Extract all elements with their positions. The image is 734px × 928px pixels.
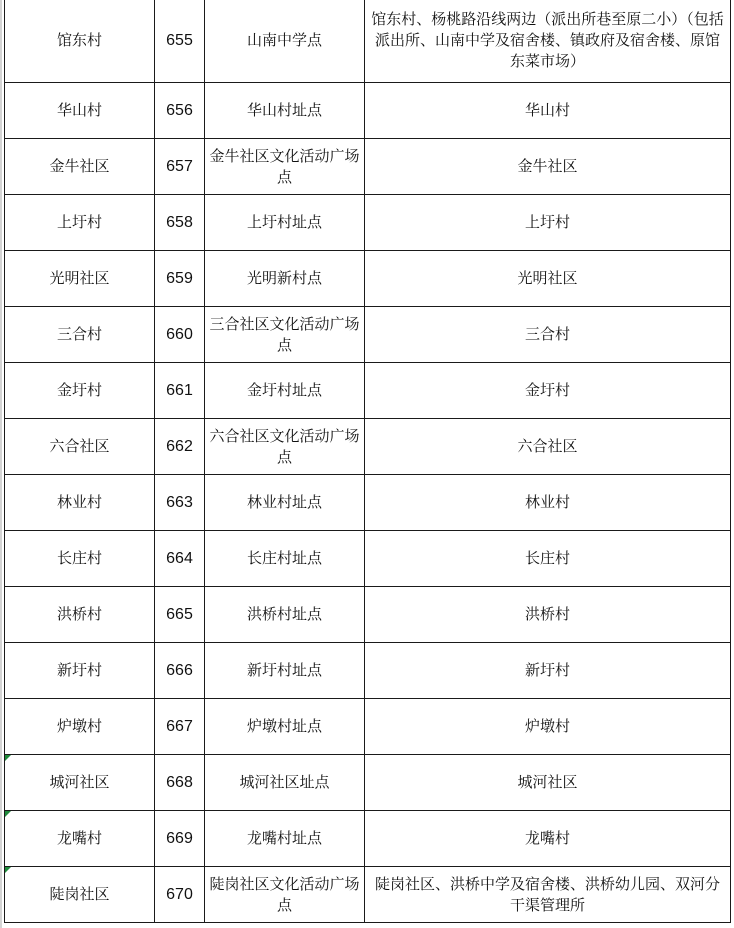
cell-number-text: 664 — [166, 550, 193, 567]
cell-village-text: 金圩村 — [56, 381, 102, 399]
table-row[interactable] — [5, 139, 731, 195]
cell-number-text: 655 — [166, 32, 193, 49]
cell-village-text: 华山村 — [56, 101, 102, 119]
cell-number[interactable] — [155, 643, 205, 699]
cell-village-text: 城河社区 — [49, 773, 110, 791]
cell-number-text: 662 — [166, 438, 193, 455]
cell-number[interactable] — [155, 251, 205, 307]
cell-area-text: 金牛社区 — [517, 157, 578, 175]
cell-polling-site[interactable] — [205, 531, 365, 587]
cell-number-text: 670 — [166, 886, 193, 903]
cell-polling-site-text: 三合社区文化活动广场点 — [209, 314, 360, 354]
cell-number[interactable] — [155, 867, 205, 923]
cell-polling-site[interactable] — [205, 587, 365, 643]
table-row[interactable] — [5, 755, 731, 811]
table-row[interactable] — [5, 811, 731, 867]
cell-village-text: 陡岗社区 — [49, 885, 110, 903]
cell-area[interactable] — [365, 811, 731, 867]
cell-village[interactable] — [5, 0, 155, 83]
cell-polling-site[interactable] — [205, 363, 365, 419]
cell-number[interactable] — [155, 0, 205, 83]
cell-area-text: 长庄村 — [524, 549, 570, 567]
cell-area[interactable] — [365, 83, 731, 139]
cell-area-text: 龙嘴村 — [524, 829, 570, 847]
cell-village-text: 炉墩村 — [56, 717, 102, 735]
cell-number-text: 656 — [166, 102, 193, 119]
cell-number[interactable] — [155, 363, 205, 419]
error-indicator-icon — [5, 755, 11, 761]
cell-area-text: 三合村 — [524, 325, 570, 343]
cell-village[interactable] — [5, 139, 155, 195]
cell-number-text: 665 — [166, 606, 193, 623]
cell-village[interactable] — [5, 307, 155, 363]
cell-polling-site[interactable] — [205, 755, 365, 811]
cell-polling-site[interactable] — [205, 475, 365, 531]
cell-number-text: 657 — [166, 158, 193, 175]
cell-area-text: 陡岗社区、洪桥中学及宿舍楼、洪桥幼儿园、双河分干渠管理所 — [374, 874, 720, 914]
cell-village[interactable] — [5, 195, 155, 251]
cell-number-text: 658 — [166, 214, 193, 231]
cell-polling-site-text: 光明新村点 — [246, 269, 322, 287]
table-row[interactable] — [5, 0, 731, 83]
cell-area[interactable] — [365, 363, 731, 419]
cell-number-text: 666 — [166, 662, 193, 679]
cell-polling-site-text: 龙嘴村址点 — [246, 829, 322, 847]
cell-number-text: 663 — [166, 494, 193, 511]
cell-polling-site-text: 长庄村址点 — [246, 549, 322, 567]
table-row[interactable] — [5, 643, 731, 699]
cell-area[interactable] — [365, 419, 731, 475]
cell-polling-site-text: 山南中学点 — [246, 31, 322, 49]
cell-polling-site[interactable] — [205, 867, 365, 923]
cell-polling-site[interactable] — [205, 643, 365, 699]
cell-polling-site-text: 新圩村址点 — [246, 661, 322, 679]
cell-polling-site-text: 林业村址点 — [246, 493, 322, 511]
cell-village-text: 洪桥村 — [56, 605, 102, 623]
cell-village-text: 龙嘴村 — [56, 829, 102, 847]
table-row[interactable] — [5, 587, 731, 643]
cell-area-text: 上圩村 — [524, 213, 570, 231]
cell-area[interactable] — [365, 755, 731, 811]
cell-village[interactable] — [5, 475, 155, 531]
cell-polling-site[interactable] — [205, 419, 365, 475]
cell-number[interactable] — [155, 811, 205, 867]
cell-village[interactable] — [5, 867, 155, 923]
table-row[interactable] — [5, 475, 731, 531]
cell-village-text: 上圩村 — [56, 213, 102, 231]
cell-number[interactable] — [155, 755, 205, 811]
table-row[interactable] — [5, 419, 731, 475]
cell-area-text: 馆东村、杨桃路沿线两边（派出所巷至原二小）（包括派出所、山南中学及宿舍楼、镇政府及宿舍楼、原馆东菜市场） — [371, 10, 724, 70]
cell-area[interactable] — [365, 0, 731, 83]
polling-site-table — [4, 0, 731, 923]
cell-village[interactable] — [5, 811, 155, 867]
table-row[interactable] — [5, 251, 731, 307]
cell-polling-site[interactable] — [205, 251, 365, 307]
cell-area-text: 光明社区 — [517, 269, 578, 287]
cell-area[interactable] — [365, 251, 731, 307]
cell-village-text: 六合社区 — [49, 437, 110, 455]
cell-area-text: 城河社区 — [517, 773, 578, 791]
error-indicator-icon — [5, 867, 11, 873]
cell-number-text: 661 — [166, 382, 193, 399]
cell-polling-site-text: 华山村址点 — [246, 101, 322, 119]
cell-number-text: 660 — [166, 326, 193, 343]
cell-village-text: 金牛社区 — [49, 157, 110, 175]
cell-village[interactable] — [5, 419, 155, 475]
table-row[interactable] — [5, 531, 731, 587]
cell-polling-site[interactable] — [205, 307, 365, 363]
cell-village[interactable] — [5, 531, 155, 587]
cell-polling-site-text: 金圩村址点 — [246, 381, 322, 399]
cell-village[interactable] — [5, 251, 155, 307]
cell-polling-site-text: 陡岗社区文化活动广场点 — [209, 874, 360, 914]
table-row[interactable] — [5, 195, 731, 251]
cell-village[interactable] — [5, 755, 155, 811]
cell-area-text: 洪桥村 — [524, 605, 570, 623]
cell-number[interactable] — [155, 699, 205, 755]
cell-village-text: 林业村 — [56, 493, 102, 511]
cell-village-text: 新圩村 — [56, 661, 102, 679]
table-row[interactable] — [5, 83, 731, 139]
error-indicator-icon — [5, 811, 11, 817]
cell-polling-site[interactable] — [205, 139, 365, 195]
cell-number[interactable] — [155, 531, 205, 587]
cell-polling-site[interactable] — [205, 811, 365, 867]
cell-area-text: 新圩村 — [524, 661, 570, 679]
cell-polling-site-text: 金牛社区文化活动广场点 — [209, 146, 360, 186]
cell-area[interactable] — [365, 195, 731, 251]
sheet-gridline — [0, 0, 2, 928]
table-row[interactable] — [5, 307, 731, 363]
cell-polling-site[interactable] — [205, 83, 365, 139]
cell-polling-site-text: 洪桥村址点 — [246, 605, 322, 623]
table-row[interactable] — [5, 699, 731, 755]
cell-area[interactable] — [365, 307, 731, 363]
cell-number[interactable] — [155, 195, 205, 251]
cell-village[interactable] — [5, 83, 155, 139]
cell-polling-site-text: 城河社区址点 — [239, 773, 330, 791]
table-row[interactable] — [5, 363, 731, 419]
cell-village-text: 光明社区 — [49, 269, 110, 287]
cell-area[interactable] — [365, 531, 731, 587]
cell-number-text: 669 — [166, 830, 193, 847]
cell-number-text: 659 — [166, 270, 193, 287]
cell-polling-site-text: 炉墩村址点 — [246, 717, 322, 735]
cell-number[interactable] — [155, 83, 205, 139]
cell-village[interactable] — [5, 363, 155, 419]
cell-polling-site-text: 六合社区文化活动广场点 — [209, 426, 360, 466]
cell-number[interactable] — [155, 587, 205, 643]
cell-area[interactable] — [365, 643, 731, 699]
cell-area[interactable] — [365, 587, 731, 643]
cell-polling-site[interactable] — [205, 195, 365, 251]
cell-village-text: 馆东村 — [56, 31, 102, 49]
cell-village[interactable] — [5, 699, 155, 755]
cell-area-text: 六合社区 — [517, 437, 578, 455]
cell-village[interactable] — [5, 587, 155, 643]
cell-polling-site[interactable] — [205, 0, 365, 83]
cell-village-text: 长庄村 — [56, 549, 102, 567]
cell-number[interactable] — [155, 419, 205, 475]
cell-area-text: 金圩村 — [524, 381, 570, 399]
cell-area[interactable] — [365, 139, 731, 195]
cell-polling-site[interactable] — [205, 699, 365, 755]
cell-area-text: 林业村 — [524, 493, 570, 511]
cell-area[interactable] — [365, 475, 731, 531]
cell-village-text: 三合村 — [56, 325, 102, 343]
table-row[interactable] — [5, 867, 731, 923]
cell-number-text: 668 — [166, 774, 193, 791]
cell-number[interactable] — [155, 307, 205, 363]
cell-area-text: 炉墩村 — [524, 717, 570, 735]
cell-number-text: 667 — [166, 718, 193, 735]
cell-number[interactable] — [155, 475, 205, 531]
cell-village[interactable] — [5, 643, 155, 699]
cell-polling-site-text: 上圩村址点 — [246, 213, 322, 231]
cell-area[interactable] — [365, 699, 731, 755]
cell-area[interactable] — [365, 867, 731, 923]
cell-area-text: 华山村 — [524, 101, 570, 119]
cell-number[interactable] — [155, 139, 205, 195]
